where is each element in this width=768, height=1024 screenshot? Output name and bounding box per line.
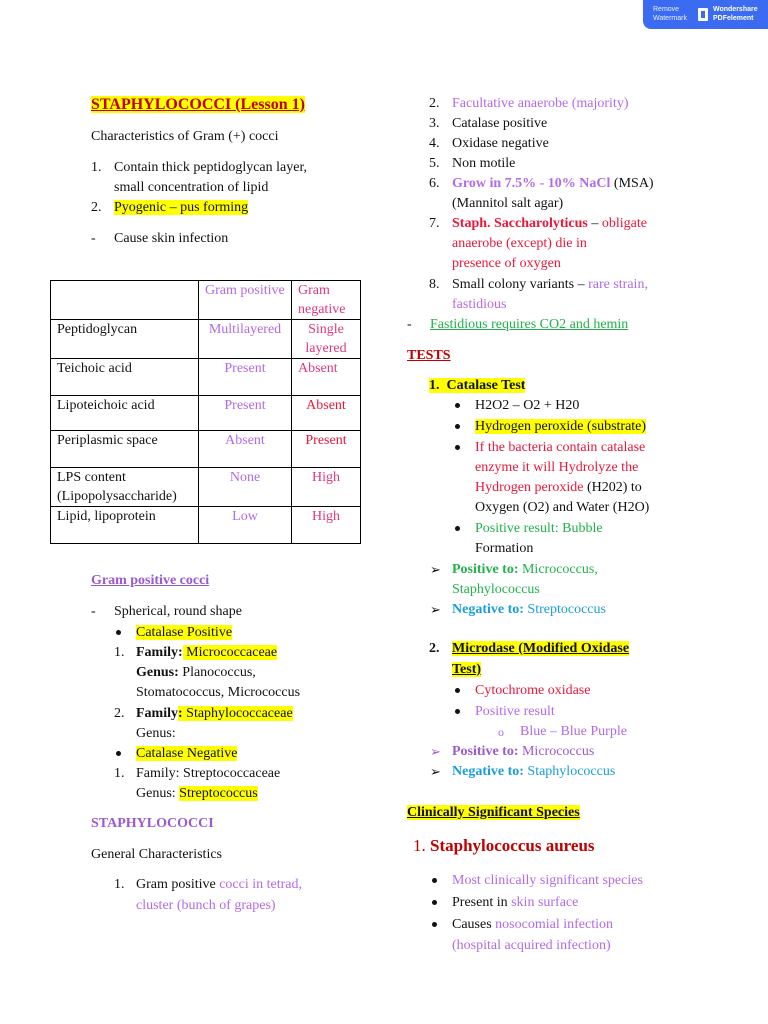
cytochrome-oxidase-item: Cytochrome oxidase [475,683,591,698]
general-characteristics-heading: General Characteristics [91,847,222,862]
table-cell: Multilayered [199,320,292,359]
bullet-icon [116,630,121,635]
skin-infection-item: Cause skin infection [114,231,229,246]
substrate-item: Hydrogen peroxide (substrate) [475,419,647,434]
test1-heading: 1. Catalase Test [429,378,526,393]
test1-positive-to: Positive to: Micrococcus, [452,562,598,577]
table-header-gram-negative: Gram negative [292,281,361,320]
clinical-item-2: Present in skin surface [452,895,579,910]
clinical-item-3: Causes nosocomial infection [452,917,613,932]
table-cell: Present [199,396,292,431]
table-cell: High [292,468,361,507]
gram-comparison-table [50,280,361,544]
bullet-icon [432,922,437,927]
gram-positive-cocci-item: Gram positive cocci in tetrad, [136,877,303,892]
watermark-badge[interactable] [643,0,768,29]
catalase-equation: H2O2 – O2 + H20 [475,398,580,413]
catalase-desc-line4: Oxygen (O2) and Water (H2O) [475,500,650,515]
brand-label: Wondershare PDFelement [713,6,758,22]
test2-positive-to: Positive to: Micrococcus [452,744,595,759]
catalase-desc-line1: If the bacteria contain catalase [475,440,646,455]
table-cell: Peptidoglycan [51,320,199,359]
test2-heading-line2: Test) [452,662,482,677]
msa-item: (Mannitol salt agar) [452,196,564,211]
list-item-text: small concentration of lipid [114,180,269,195]
list-number: 8. [429,277,440,292]
test2-negative-to: Negative to: Staphylococcus [452,764,616,779]
cluster-item: cluster (bunch of grapes) [136,898,276,913]
saccharolyticus-line2: anaerobe (except) die in [452,236,587,251]
list-number: 7. [429,216,440,231]
shape-item: Spherical, round shape [114,604,242,619]
arrow-bullet-icon: ➢ [430,562,441,577]
saccharolyticus-line3: presence of oxygen [452,256,561,271]
table-header-gram-positive: Gram positive [199,281,292,320]
bullet-icon [455,709,460,714]
blue-purple-item: Blue – Blue Purple [520,724,627,739]
list-number: 3. [429,116,440,131]
table-row [51,468,361,507]
table-row [51,359,361,396]
list-number: 1. [91,160,102,175]
list-number: 5. [429,156,440,171]
table-cell: Low [199,507,292,544]
dash-bullet: - [407,317,412,332]
table-cell: Absent [199,431,292,468]
gram-positive-cocci-heading: Gram positive cocci [91,573,210,588]
bullet-icon [116,751,121,756]
test2-heading: Microdase (Modified Oxidase [452,641,630,656]
staphylococci-heading: STAPHYLOCOCCI [91,816,214,831]
staph-aureus-heading: 1. Staphylococcus aureus [413,836,595,855]
characteristics-heading: Characteristics of Gram (+) cocci [91,129,279,144]
bullet-icon [432,878,437,883]
list-number: 6. [429,176,440,191]
remove-watermark-label[interactable]: Remove Watermark [653,6,687,22]
bullet-icon [455,688,460,693]
table-row [51,320,361,359]
table-row [51,396,361,431]
arrow-bullet-icon: ➢ [430,764,441,779]
oxidase-negative-item: Oxidase negative [452,136,549,151]
clinical-item-1: Most clinically significant species [452,873,643,888]
list-number: 1. [114,766,125,781]
clinical-heading: Clinically Significant Species [407,805,580,820]
fastidious-line2: fastidious [452,297,507,312]
arrow-bullet-icon: ➢ [430,602,441,617]
list-item-text: Contain thick peptidoglycan layer, [114,160,308,175]
table-cell: LPS content (Lipopolysaccharide) [51,468,199,507]
positive-result-item: Positive result [475,704,555,719]
genus-planococcus: Genus: Planococcus, [136,665,256,680]
clinical-item-3-line2: (hospital acquired infection) [452,938,611,953]
catalase-negative-label: Catalase Negative [136,746,238,761]
genus-label: Genus: [136,726,176,741]
positive-result-bubble: Positive result: Bubble [475,521,603,536]
table-cell: Teichoic acid [51,359,199,396]
bullet-icon [455,403,460,408]
list-number: 1. [114,877,125,892]
nacl-growth-item: Grow in 7.5% - 10% NaCl (MSA) [452,176,654,191]
formation-text: Formation [475,541,534,556]
dash-bullet: - [91,604,96,619]
bullet-icon [455,424,460,429]
test1-positive-line2: Staphylococcus [452,582,540,597]
table-cell: Periplasmic space [51,431,199,468]
catalase-desc-line3: Hydrogen peroxide (H202) to [475,480,642,495]
table-cell: Single layered [292,320,361,359]
table-cell: Absent [292,396,361,431]
table-cell: Lipoteichoic acid [51,396,199,431]
table-cell [51,281,199,320]
tests-heading: TESTS [407,348,451,363]
list-number: 2. [429,96,440,111]
bullet-icon [455,445,460,450]
family-micrococcaceae: Family: Micrococcaceae [136,645,278,660]
table-row [51,507,361,544]
table-cell: Absent [292,359,361,396]
genus-line2: Stomatococcus, Micrococcus [136,685,301,700]
bullet-icon [432,900,437,905]
table-row [51,281,361,320]
saccharolyticus-item: Staph. Saccharolyticus – obligate [452,216,647,231]
arrow-bullet-icon: ➢ [430,744,441,759]
genus-streptococcus: Genus: Streptococcus [136,786,258,801]
table-cell: High [292,507,361,544]
table-cell: Lipid, lipoprotein [51,507,199,544]
table-row [51,431,361,468]
small-colony-item: Small colony variants – rare strain, [452,277,648,292]
table-cell: Present [292,431,361,468]
non-motile-item: Non motile [452,156,516,171]
sub-bullet-icon: o [498,725,504,739]
bullet-icon [455,526,460,531]
family-staphylococcaceae: Family: Staphylococcaceae [136,706,293,721]
catalase-positive-item: Catalase positive [452,116,548,131]
pdfelement-logo-icon [698,8,708,21]
list-number: 2. [91,200,102,215]
family-streptococcaceae: Family: Streptococcaceae [136,766,281,781]
test1-negative-to: Negative to: Streptococcus [452,602,606,617]
list-number: 4. [429,136,440,151]
facultative-anaerobe-item: Facultative anaerobe (majority) [452,96,629,111]
list-number: 1. [114,645,125,660]
dash-bullet: - [91,231,96,246]
catalase-positive-label: Catalase Positive [136,625,233,640]
catalase-desc-line2: enzyme it will Hydrolyze the [475,460,639,475]
table-cell: None [199,468,292,507]
table-cell: Present [199,359,292,396]
pyogenic-item: Pyogenic – pus forming [114,200,249,215]
fastidious-co2-item: Fastidious requires CO2 and hemin [430,317,629,332]
document-title: STAPHYLOCOCCI (Lesson 1) [91,96,305,113]
list-number: 2. [114,706,125,721]
test2-number: 2. [429,641,440,656]
